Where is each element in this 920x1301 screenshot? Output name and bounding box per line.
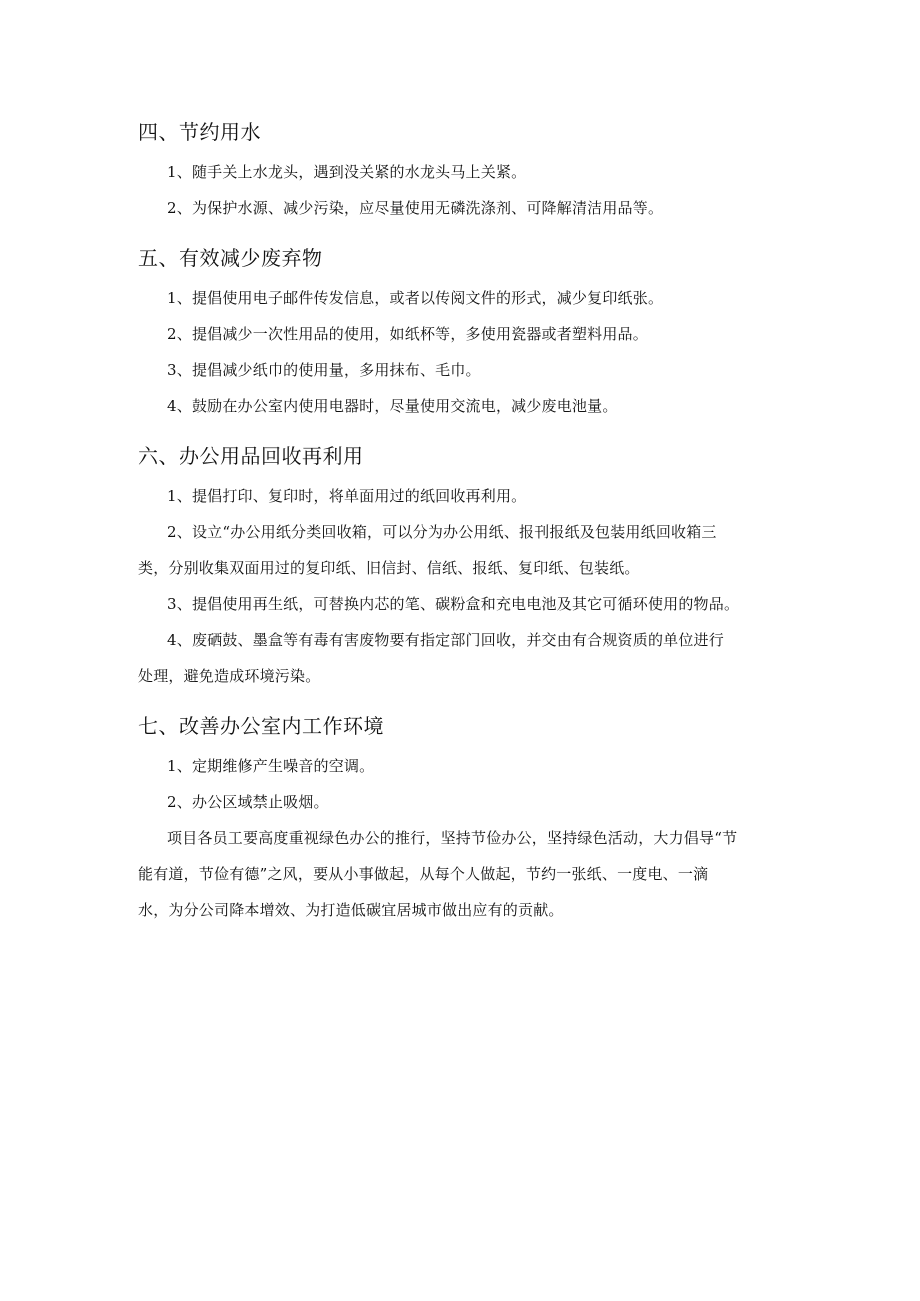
list-item: 3、提倡使用再生纸，可替换内芯的笔、碳粉盒和充电电池及其它可循环使用的物品。	[167, 595, 740, 613]
list-item: 4、鼓励在办公室内使用电器时，尽量使用交流电，减少废电池量。	[167, 397, 618, 415]
list-item-multiline	[138, 622, 784, 694]
list-item-line: 处理，避免造成环境污染。	[138, 667, 321, 685]
list-item: 1、定期维修产生噪音的空调。	[167, 757, 375, 775]
list-item: 1、提倡打印、复印时，将单面用过的纸回收再利用。	[167, 487, 527, 505]
closing-line: 能有道，节俭有德”之风，要从小事做起，从每个人做起，节约一张纸、一度电、一滴	[138, 865, 709, 883]
section-heading-waste: 五、有效减少废弃物	[138, 246, 323, 270]
section-heading-water: 四、节约用水	[138, 120, 261, 144]
section-heading-environment: 七、改善办公室内工作环境	[138, 714, 384, 738]
list-item: 1、提倡使用电子邮件传发信息，或者以传阅文件的形式，减少复印纸张。	[167, 289, 664, 307]
closing-paragraph	[138, 820, 784, 928]
list-item: 2、提倡减少一次性用品的使用，如纸杯等，多使用瓷器或者塑料用品。	[167, 325, 648, 343]
list-item-line: 类，分别收集双面用过的复印纸、旧信封、信纸、报纸、复印纸、包装纸。	[138, 559, 640, 577]
closing-line: 项目各员工要高度重视绿色办公的推行，坚持节俭办公，坚持绿色活动，大力倡导“节	[167, 829, 738, 847]
list-item-line: 2、设立“办公用纸分类回收箱，可以分为办公用纸、报刊报纸及包装用纸回收箱三	[167, 523, 717, 541]
list-item: 2、办公区域禁止吸烟。	[167, 793, 329, 811]
list-item: 1、随手关上水龙头，遇到没关紧的水龙头马上关紧。	[167, 163, 527, 181]
list-item: 3、提倡减少纸巾的使用量，多用抹布、毛巾。	[167, 361, 481, 379]
closing-line: 水，为分公司降本增效、为打造低碳宜居城市做出应有的贡献。	[138, 901, 564, 919]
section-heading-recycle: 六、办公用品回收再利用	[138, 444, 364, 468]
document-body	[138, 118, 784, 928]
list-item-multiline	[138, 514, 784, 586]
list-item-line: 4、废硒鼓、墨盒等有毒有害废物要有指定部门回收，并交由有合规资质的单位进行	[167, 631, 724, 649]
list-item: 2、为保护水源、减少污染，应尽量使用无磷洗涤剂、可降解清洁用品等。	[167, 199, 664, 217]
